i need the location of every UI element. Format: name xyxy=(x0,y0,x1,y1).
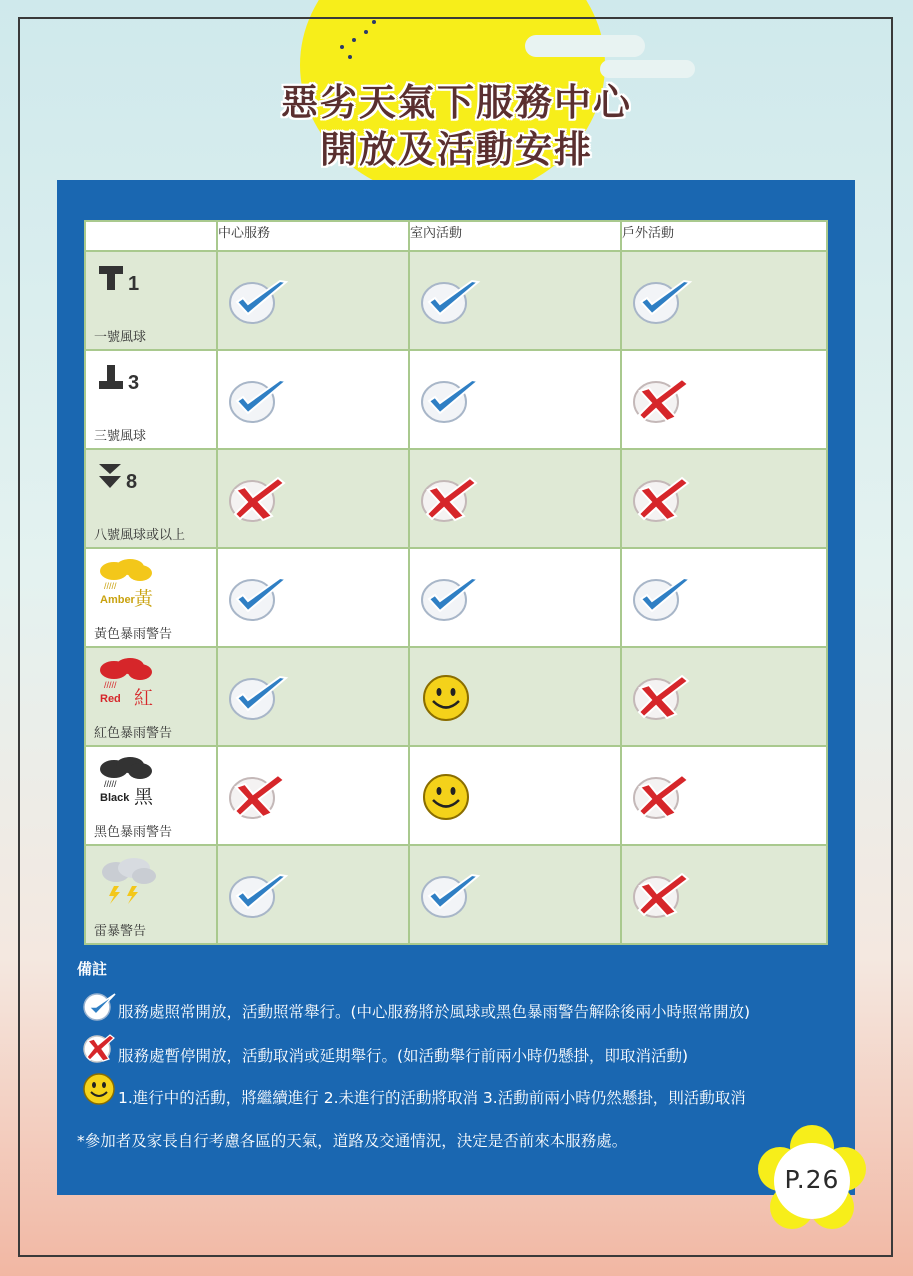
rainstorm-code-zh: 紅 xyxy=(134,687,154,709)
cross-mark-icon xyxy=(632,672,694,722)
weather-condition-cell xyxy=(85,251,217,350)
status-cell xyxy=(217,746,409,845)
page-number: P.26 xyxy=(784,1165,840,1194)
smiley-icon xyxy=(420,672,482,722)
weather-table xyxy=(84,220,828,945)
status-cell xyxy=(409,251,621,350)
signal-number: 8 xyxy=(126,471,138,493)
status-cell xyxy=(217,647,409,746)
table-row xyxy=(85,350,827,449)
check-mark-icon xyxy=(420,375,482,425)
status-cell xyxy=(621,449,827,548)
black-rainstorm-icon xyxy=(96,757,166,817)
check-mark-icon xyxy=(228,870,290,920)
note-cross-text: 服務處暫停開放，活動取消或延期舉行。(如活動舉行前兩小時仍懸掛，即取消活動) xyxy=(118,1047,689,1065)
weather-condition-cell xyxy=(85,845,217,944)
header-center-service: 中心服務 xyxy=(217,221,409,251)
typhoon-signal-1-icon xyxy=(96,262,166,300)
header-outdoor-activity: 戶外活動 xyxy=(621,221,827,251)
status-cell xyxy=(217,350,409,449)
status-cell xyxy=(217,449,409,548)
weather-condition-label: 一號風球 xyxy=(94,330,147,345)
status-cell xyxy=(621,746,827,845)
rainstorm-code-zh: 黃 xyxy=(134,588,154,610)
weather-condition-cell xyxy=(85,647,217,746)
table-row xyxy=(85,746,827,845)
table-row xyxy=(85,845,827,944)
cross-mark-icon xyxy=(632,771,694,821)
note-check-text: 服務處照常開放，活動照常舉行。(中心服務將於風球或黑色暴雨警告解除後兩小時照常開放) xyxy=(118,1003,751,1021)
table-row xyxy=(85,647,827,746)
rainstorm-code: Red xyxy=(100,693,121,705)
cross-mark-icon xyxy=(420,474,482,524)
cross-mark-icon xyxy=(82,1032,118,1066)
typhoon-signal-8-icon xyxy=(96,460,166,498)
smiley-icon xyxy=(82,1072,118,1108)
check-mark-icon xyxy=(228,375,290,425)
weather-condition-cell xyxy=(85,449,217,548)
check-mark-icon xyxy=(420,573,482,623)
svg-text://///: ///// xyxy=(104,680,117,690)
rainstorm-code-zh: 黑 xyxy=(134,786,154,808)
signal-number: 1 xyxy=(128,273,140,295)
check-mark-icon xyxy=(420,276,482,326)
weather-condition-label: 雷暴警告 xyxy=(94,924,147,939)
status-cell xyxy=(621,251,827,350)
status-cell xyxy=(621,845,827,944)
signal-number: 3 xyxy=(128,372,140,394)
status-cell xyxy=(409,449,621,548)
check-mark-icon xyxy=(228,573,290,623)
status-cell xyxy=(621,548,827,647)
check-mark-icon xyxy=(632,276,694,326)
cross-mark-icon xyxy=(228,771,290,821)
status-cell xyxy=(217,548,409,647)
note-smiley-text: 1.進行中的活動，將繼續進行 2.未進行的活動將取消 3.活動前兩小時仍然懸掛，則活動取消 xyxy=(118,1089,746,1107)
weather-condition-cell xyxy=(85,350,217,449)
cross-mark-icon xyxy=(632,375,694,425)
status-cell xyxy=(621,647,827,746)
check-mark-icon xyxy=(82,990,118,1024)
table-row xyxy=(85,251,827,350)
check-mark-icon xyxy=(420,870,482,920)
rainstorm-code: Amber xyxy=(100,594,135,606)
header-indoor-activity: 室內活動 xyxy=(409,221,621,251)
notes-title: 備註 xyxy=(77,960,108,978)
status-cell xyxy=(621,350,827,449)
status-cell xyxy=(409,746,621,845)
svg-text://///: ///// xyxy=(104,779,117,789)
header-cell xyxy=(85,221,217,251)
footnote: *參加者及家長自行考慮各區的天氣，道路及交通情況，決定是否前來本服務處。 xyxy=(77,1132,628,1150)
weather-condition-label: 黑色暴雨警告 xyxy=(94,825,173,840)
smiley-icon xyxy=(420,771,482,821)
cross-mark-icon xyxy=(632,870,694,920)
weather-condition-cell xyxy=(85,548,217,647)
weather-condition-label: 八號風球或以上 xyxy=(94,528,186,543)
thunderstorm-icon xyxy=(96,856,166,910)
page-title: 惡劣天氣下服務中心 xyxy=(281,81,632,124)
table-header-row xyxy=(85,221,827,251)
red-rainstorm-icon xyxy=(96,658,166,718)
check-mark-icon xyxy=(632,573,694,623)
status-cell xyxy=(409,350,621,449)
amber-rainstorm-icon xyxy=(96,559,166,619)
content-panel xyxy=(57,180,855,1195)
status-cell xyxy=(409,548,621,647)
cross-mark-icon xyxy=(632,474,694,524)
weather-condition-label: 黃色暴雨警告 xyxy=(94,627,173,642)
weather-condition-label: 三號風球 xyxy=(94,429,147,444)
status-cell xyxy=(409,845,621,944)
status-cell xyxy=(409,647,621,746)
status-cell xyxy=(217,251,409,350)
page-subtitle: 開放及活動安排 xyxy=(320,128,593,171)
cross-mark-icon xyxy=(228,474,290,524)
svg-text://///: ///// xyxy=(104,581,117,591)
table-row xyxy=(85,449,827,548)
weather-condition-cell xyxy=(85,746,217,845)
table-row xyxy=(85,548,827,647)
rainstorm-code: Black xyxy=(100,792,130,804)
typhoon-signal-3-icon xyxy=(96,361,166,399)
status-cell xyxy=(217,845,409,944)
check-mark-icon xyxy=(228,276,290,326)
weather-condition-label: 紅色暴雨警告 xyxy=(94,726,173,741)
check-mark-icon xyxy=(228,672,290,722)
